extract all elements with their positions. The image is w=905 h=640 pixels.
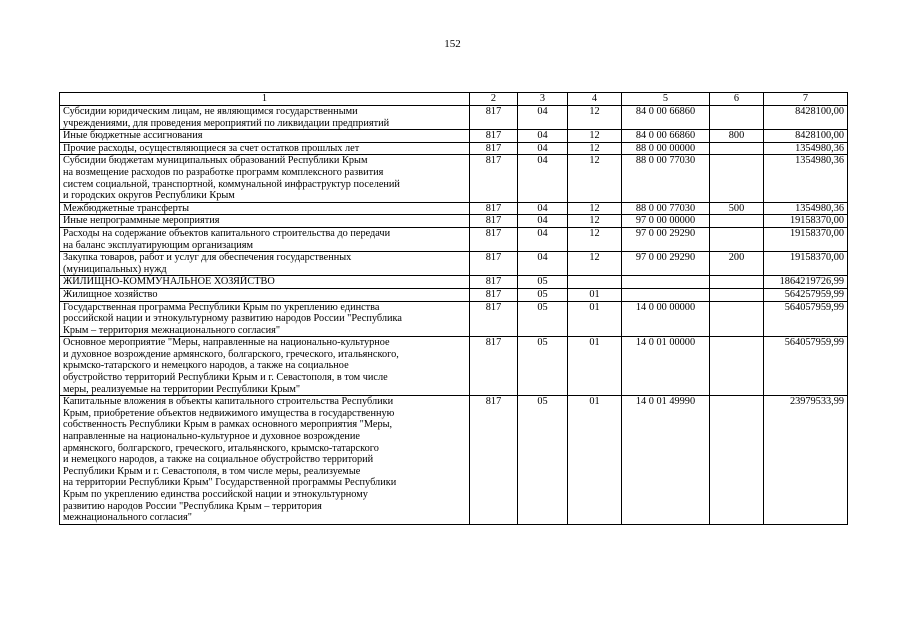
amount-cell: 19158370,00 xyxy=(764,252,848,276)
section-code-cell: 05 xyxy=(518,301,568,337)
budget-table xyxy=(59,92,848,525)
section-code-cell: 05 xyxy=(518,337,568,396)
expense-type-cell xyxy=(710,142,764,155)
expense-type-cell xyxy=(710,396,764,525)
ministry-code-cell: 817 xyxy=(470,301,518,337)
column-header: 4 xyxy=(568,93,622,106)
target-article-cell xyxy=(622,288,710,301)
section-code-cell: 04 xyxy=(518,106,568,130)
expense-type-cell xyxy=(710,155,764,202)
column-header: 3 xyxy=(518,93,568,106)
item-name-cell: Прочие расходы, осуществляющиеся за счет остатков прошлых лет xyxy=(60,142,470,155)
subsection-code-cell: 12 xyxy=(568,252,622,276)
amount-cell: 1864219726,99 xyxy=(764,276,848,289)
section-code-cell: 04 xyxy=(518,227,568,251)
expense-type-cell xyxy=(710,106,764,130)
table-row xyxy=(60,155,848,202)
ministry-code-cell: 817 xyxy=(470,215,518,228)
item-name-cell: Государственная программа Республики Крым по укреплению единства российской нации и этнокультурному развитию народов России "Республика Крым – территория межнационального согласия" xyxy=(60,301,470,337)
ministry-code-cell: 817 xyxy=(470,227,518,251)
column-header: 6 xyxy=(710,93,764,106)
amount-cell: 23979533,99 xyxy=(764,396,848,525)
amount-cell: 19158370,00 xyxy=(764,215,848,228)
table-row xyxy=(60,142,848,155)
target-article-cell: 84 0 00 66860 xyxy=(622,130,710,143)
table-row xyxy=(60,276,848,289)
section-code-cell: 04 xyxy=(518,202,568,215)
column-header: 2 xyxy=(470,93,518,106)
subsection-code-cell: 01 xyxy=(568,337,622,396)
amount-cell: 8428100,00 xyxy=(764,130,848,143)
ministry-code-cell: 817 xyxy=(470,337,518,396)
table-row xyxy=(60,215,848,228)
amount-cell: 564057959,99 xyxy=(764,301,848,337)
subsection-code-cell xyxy=(568,276,622,289)
expense-type-cell xyxy=(710,301,764,337)
target-article-cell: 14 0 00 00000 xyxy=(622,301,710,337)
table-row xyxy=(60,106,848,130)
target-article-cell: 97 0 00 29290 xyxy=(622,227,710,251)
column-header: 5 xyxy=(622,93,710,106)
subsection-code-cell: 12 xyxy=(568,227,622,251)
subsection-code-cell: 12 xyxy=(568,142,622,155)
subsection-code-cell: 12 xyxy=(568,215,622,228)
item-name-cell: Основное мероприятие "Меры, направленные на национально-культурное и духовное возрождение армянского, болгарского, греческого, итальянского, крымско-татарского и немецкого народов, а также на социальное обустройство территорий Республики Крым и г. Севастополя, в том числе меры, реализуемые на территории Республики Крым" xyxy=(60,337,470,396)
amount-cell: 564257959,99 xyxy=(764,288,848,301)
amount-cell: 19158370,00 xyxy=(764,227,848,251)
item-name-cell: Иные непрограммные мероприятия xyxy=(60,215,470,228)
item-name-cell: Расходы на содержание объектов капитального строительства до передачи на баланс эксплуатирующим организациям xyxy=(60,227,470,251)
table-row xyxy=(60,130,848,143)
ministry-code-cell: 817 xyxy=(470,252,518,276)
table-row xyxy=(60,202,848,215)
table-row xyxy=(60,337,848,396)
ministry-code-cell: 817 xyxy=(470,202,518,215)
target-article-cell: 97 0 00 29290 xyxy=(622,252,710,276)
ministry-code-cell: 817 xyxy=(470,130,518,143)
item-name-cell: ЖИЛИЩНО-КОММУНАЛЬНОЕ ХОЗЯЙСТВО xyxy=(60,276,470,289)
section-code-cell: 04 xyxy=(518,155,568,202)
section-code-cell: 04 xyxy=(518,130,568,143)
target-article-cell xyxy=(622,276,710,289)
item-name-cell: Межбюджетные трансферты xyxy=(60,202,470,215)
ministry-code-cell: 817 xyxy=(470,288,518,301)
subsection-code-cell: 12 xyxy=(568,106,622,130)
target-article-cell: 88 0 00 00000 xyxy=(622,142,710,155)
target-article-cell: 84 0 00 66860 xyxy=(622,106,710,130)
target-article-cell: 14 0 01 00000 xyxy=(622,337,710,396)
target-article-cell: 88 0 00 77030 xyxy=(622,202,710,215)
expense-type-cell: 500 xyxy=(710,202,764,215)
subsection-code-cell: 01 xyxy=(568,288,622,301)
section-code-cell: 05 xyxy=(518,276,568,289)
item-name-cell: Субсидии юридическим лицам, не являющимся государственными учреждениями, для проведения мероприятий по ликвидации предприятий xyxy=(60,106,470,130)
ministry-code-cell: 817 xyxy=(470,106,518,130)
expense-type-cell: 800 xyxy=(710,130,764,143)
amount-cell: 564057959,99 xyxy=(764,337,848,396)
section-code-cell: 05 xyxy=(518,288,568,301)
ministry-code-cell: 817 xyxy=(470,276,518,289)
subsection-code-cell: 01 xyxy=(568,396,622,525)
table-row xyxy=(60,288,848,301)
section-code-cell: 05 xyxy=(518,396,568,525)
target-article-cell: 14 0 01 49990 xyxy=(622,396,710,525)
amount-cell: 1354980,36 xyxy=(764,202,848,215)
page-number: 152 xyxy=(444,38,461,50)
item-name-cell: Иные бюджетные ассигнования xyxy=(60,130,470,143)
item-name-cell: Жилищное хозяйство xyxy=(60,288,470,301)
table-header-row xyxy=(60,93,848,106)
table-row xyxy=(60,252,848,276)
expense-type-cell xyxy=(710,288,764,301)
item-name-cell: Капитальные вложения в объекты капитального строительства Республики Крым, приобретение объектов недвижимого имущества в государственную собственность Республики Крым в рамках основного мероприятия "Меры, направленные на национально-культурное и духовное возрождение армянского, болгарского, греческого, итальянского, крымско-татарского и немецкого народов, а также на социальное обустройство территорий Республики Крым и г. Севастополя, в том числе меры, реализуемые на территории Республики Крым" Государственной программы Республики Крым по укреплению единства российской нации и этнокультурному развитию народов России "Республика Крым – территория межнационального согласия" xyxy=(60,396,470,525)
table-row xyxy=(60,227,848,251)
table-body xyxy=(60,106,848,525)
ministry-code-cell: 817 xyxy=(470,155,518,202)
item-name-cell: Закупка товаров, работ и услуг для обеспечения государственных (муниципальных) нужд xyxy=(60,252,470,276)
table-row xyxy=(60,301,848,337)
target-article-cell: 97 0 00 00000 xyxy=(622,215,710,228)
subsection-code-cell: 12 xyxy=(568,130,622,143)
subsection-code-cell: 01 xyxy=(568,301,622,337)
table-row xyxy=(60,396,848,525)
subsection-code-cell: 12 xyxy=(568,155,622,202)
expense-type-cell xyxy=(710,276,764,289)
column-header: 7 xyxy=(764,93,848,106)
amount-cell: 1354980,36 xyxy=(764,142,848,155)
ministry-code-cell: 817 xyxy=(470,142,518,155)
section-code-cell: 04 xyxy=(518,215,568,228)
amount-cell: 8428100,00 xyxy=(764,106,848,130)
column-header: 1 xyxy=(60,93,470,106)
section-code-cell: 04 xyxy=(518,142,568,155)
section-code-cell: 04 xyxy=(518,252,568,276)
item-name-cell: Субсидии бюджетам муниципальных образований Республики Крым на возмещение расходов по разработке программ комплексного развития систем социальной, транспортной, коммунальной инфраструктур поселений и городских округов Республики Крым xyxy=(60,155,470,202)
ministry-code-cell: 817 xyxy=(470,396,518,525)
target-article-cell: 88 0 00 77030 xyxy=(622,155,710,202)
subsection-code-cell: 12 xyxy=(568,202,622,215)
expense-type-cell xyxy=(710,337,764,396)
amount-cell: 1354980,36 xyxy=(764,155,848,202)
expense-type-cell xyxy=(710,215,764,228)
expense-type-cell: 200 xyxy=(710,252,764,276)
expense-type-cell xyxy=(710,227,764,251)
